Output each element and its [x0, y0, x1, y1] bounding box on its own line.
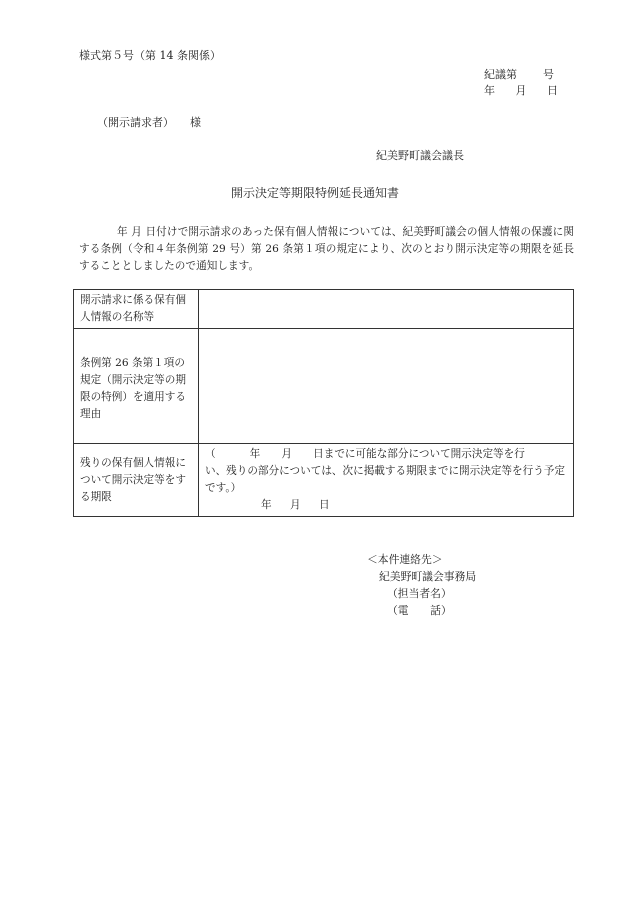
table-row	[74, 290, 574, 329]
row-label: 開示請求に係る保有個人情報の名称等	[74, 290, 199, 329]
row-label: 条例第 26 条第１項の規定（開示決定等の期限の特例）を適用する理由	[74, 329, 199, 444]
contact-office: 紀美野町議会事務局	[379, 570, 477, 583]
deadline-date	[205, 497, 567, 514]
info-table	[73, 289, 574, 517]
deadline-line1	[205, 446, 567, 463]
deadline-paren: （	[205, 448, 216, 460]
row-value	[199, 290, 574, 329]
deadline-line2: い、残りの部分については、次に掲載する期限までに開示決定等を行う予定です。）	[205, 465, 565, 494]
row-label: 残りの保有個人情報について開示決定等をする期限	[74, 444, 199, 517]
sender: 紀美野町議会議長	[376, 149, 464, 162]
deadline-month: 月	[289, 499, 301, 511]
form-number: 様式第５号（第 14 条関係）	[79, 49, 221, 62]
table-row	[74, 329, 574, 444]
contact-phone: （電 話）	[387, 604, 452, 617]
table-row	[74, 444, 574, 517]
document-date	[484, 82, 558, 98]
requester-line	[97, 114, 201, 130]
deadline-cell	[199, 444, 574, 517]
deadline-year: 年	[261, 499, 272, 511]
intro-paragraph: 年 月 日付けで開示請求のあった保有個人情報については、紀美野町議会の個人情報の保護に関する条例（令和４年条例第 29 号）第 26 条第１項の規定により、次のとおり開示決定等の期限を延長することとしましたので通知します。	[79, 226, 574, 272]
deadline-line1-text: 日までに可能な部分について開示決定等を行	[313, 448, 525, 460]
date-year: 年	[484, 84, 495, 97]
contact-block	[367, 551, 476, 619]
contact-heading: ＜本件連絡先＞	[367, 553, 443, 566]
document-number-suffix: 号	[543, 68, 554, 81]
deadline-day: 日	[318, 499, 330, 511]
honorific: 様	[190, 116, 201, 129]
date-day: 日	[547, 84, 558, 97]
document-number	[484, 66, 554, 82]
requester-label: （開示請求者）	[97, 116, 174, 129]
deadline-ymd: 年 月	[249, 448, 314, 460]
row-value	[199, 329, 574, 444]
date-month: 月	[515, 84, 527, 97]
document-title: 開示決定等期限特例延長通知書	[230, 186, 399, 200]
document-number-prefix: 紀議第	[484, 68, 517, 81]
contact-person: （担当者名）	[387, 587, 452, 600]
